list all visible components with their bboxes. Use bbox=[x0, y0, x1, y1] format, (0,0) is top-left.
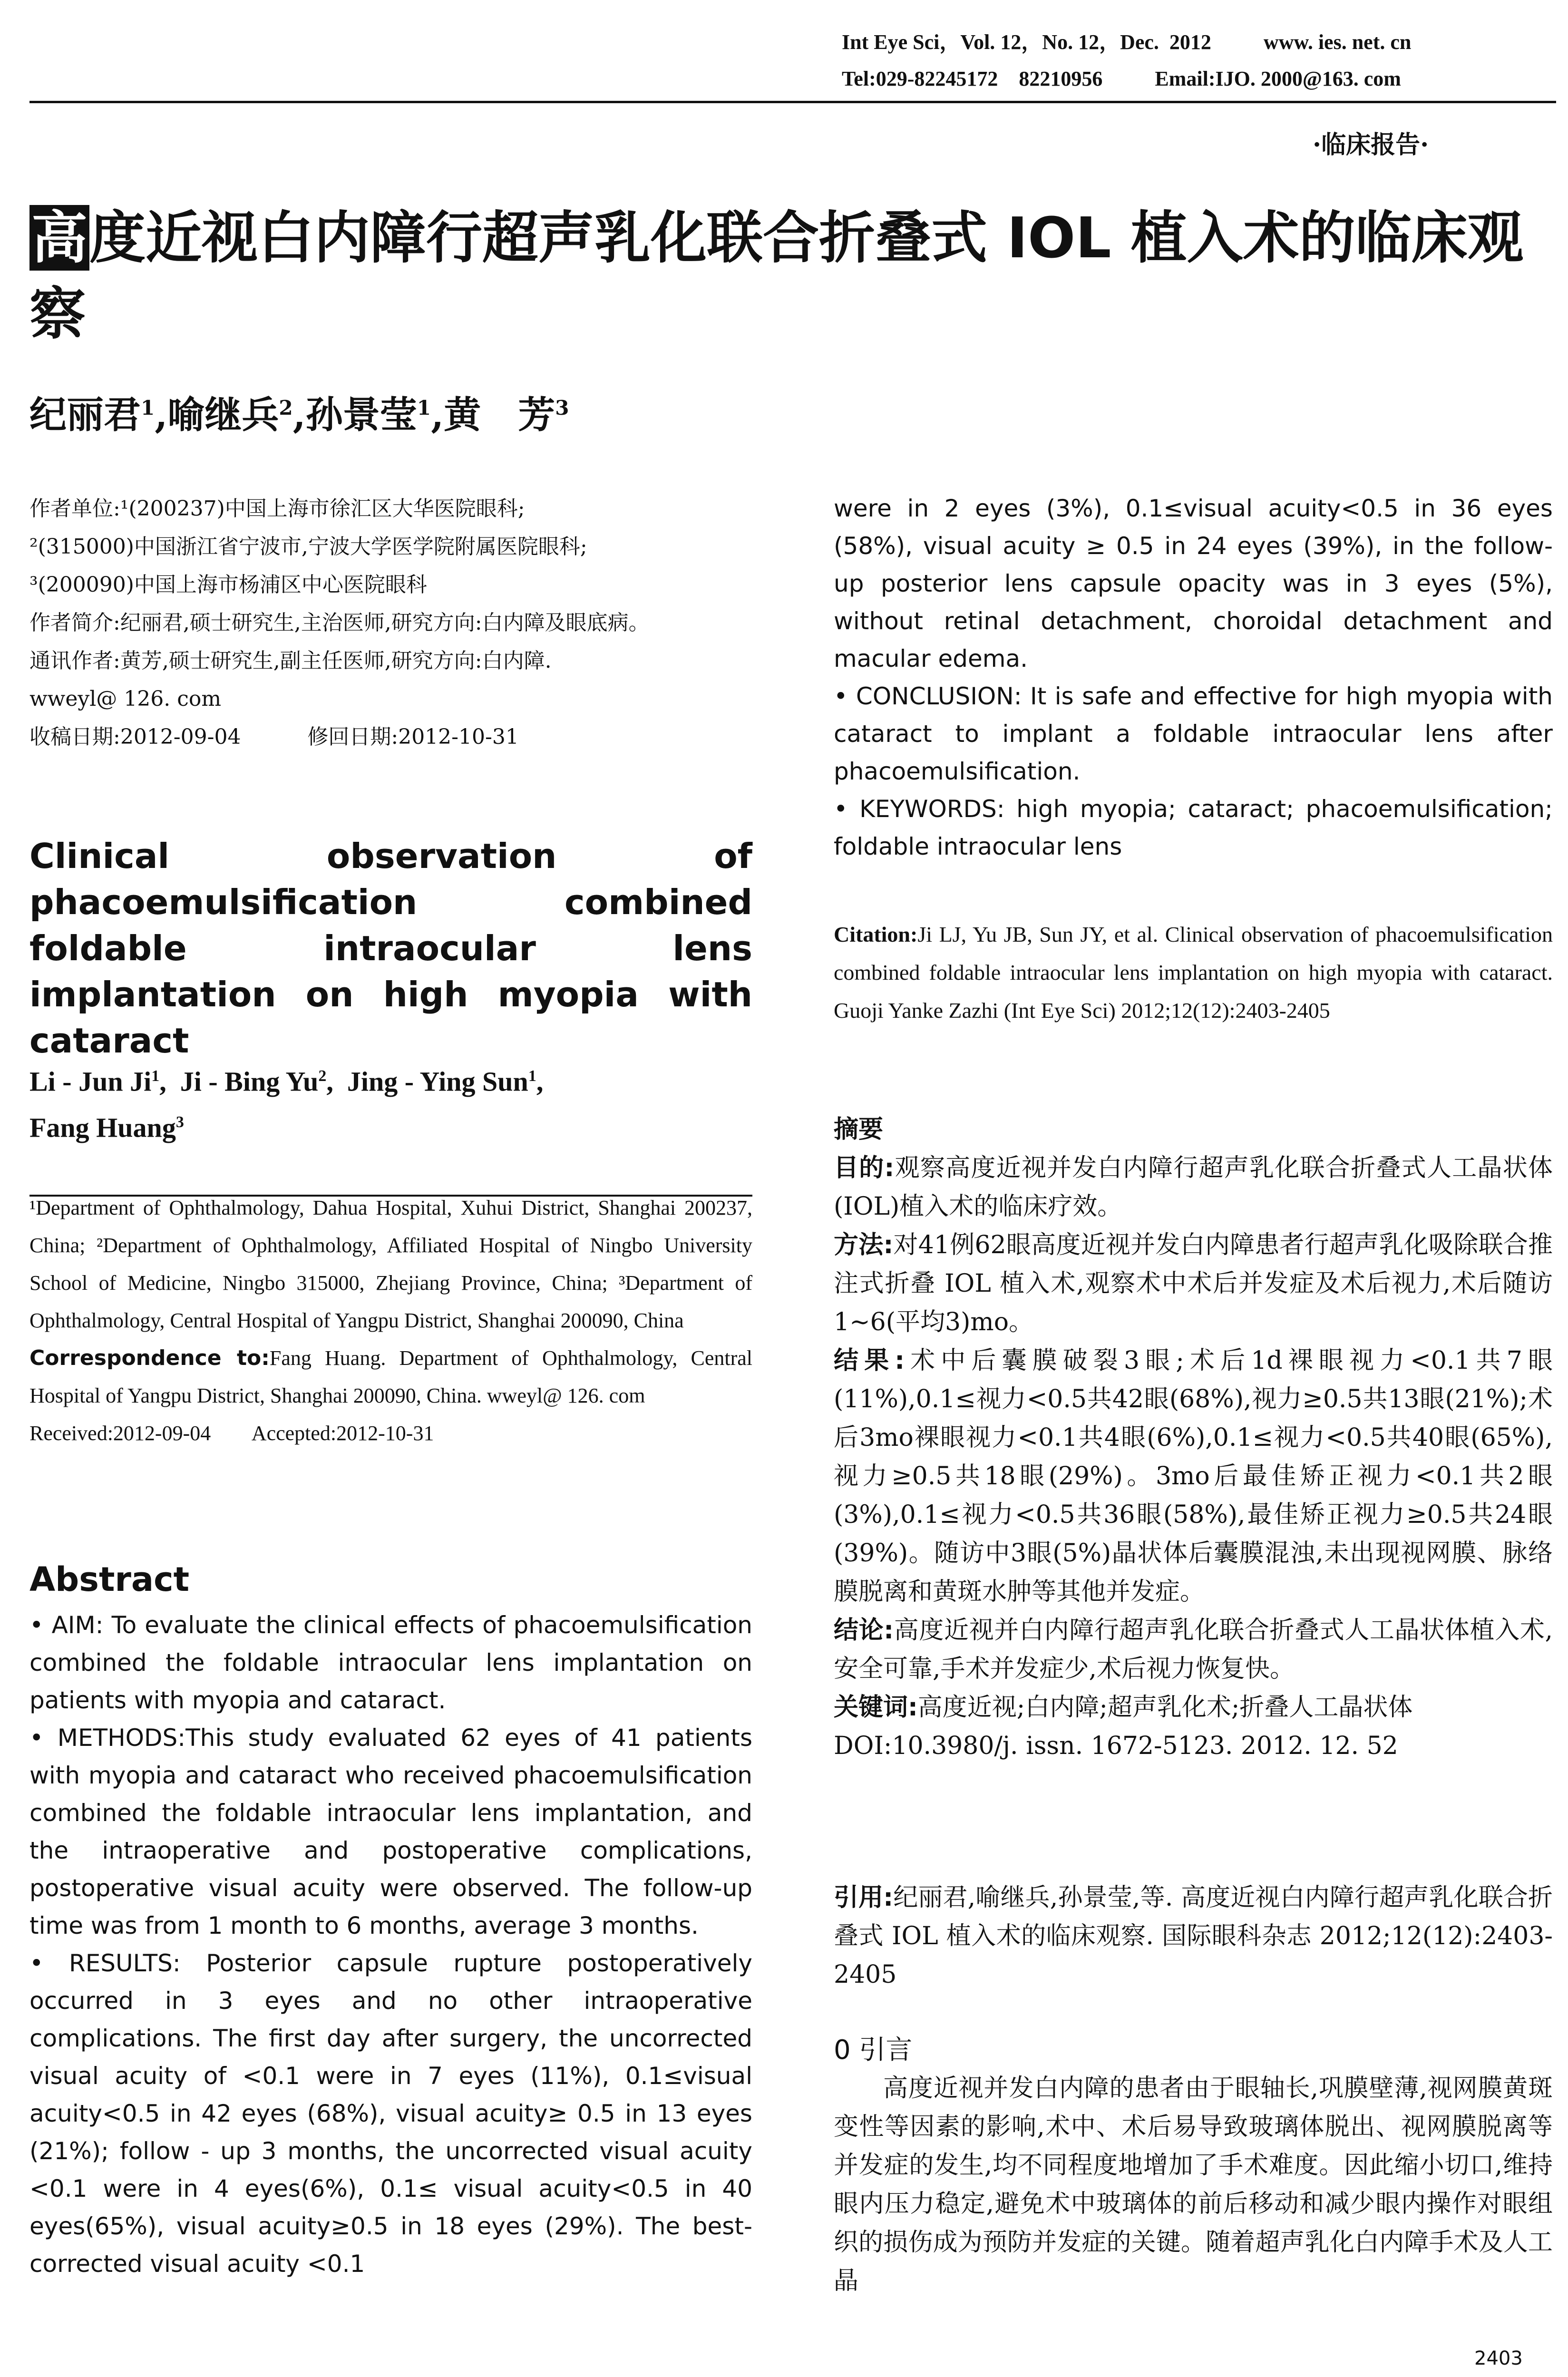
abstract-body-left bbox=[29, 1607, 752, 2283]
abstract-cn bbox=[834, 1111, 1553, 1765]
citation-cn bbox=[834, 1879, 1553, 1994]
english-title: Clinical observation of phacoemulsification combined foldable intraocular lens implantation on high myopia with cataract bbox=[29, 836, 752, 1061]
conclusion-text: 高度近视并白内障行超声乳化联合折叠式人工晶状体植入术,安全可靠,手术并发症少,术后视力恢复快。 bbox=[834, 1616, 1553, 1683]
correspondence-label: Correspondence to: bbox=[29, 1346, 270, 1370]
intro-text: 高度近视并发白内障的患者由于眼轴长,巩膜壁薄,视网膜黄斑变性等因素的影响,术中、术后易导致玻璃体脱出、视网膜脱离等并发症的发生,均不同程度地增加了手术难度。因此缩小切口,维持眼内压力稳定,避免术中玻璃体的前后移动和减少眼内操作对眼组织的损伤成为预防并发症的关键。随着超声乳化白内障手术及人工晶 bbox=[834, 2074, 1553, 2295]
author-sup: 3 bbox=[175, 1113, 184, 1131]
correspondence-text: Fang Huang. Department of Ophthalmology, Central Hospital of Yangpu District, Shanghai 200090, China. wweyl@ 126. com bbox=[29, 1346, 753, 1407]
author-sup: 1 bbox=[141, 396, 155, 419]
author-sup: 1 bbox=[151, 1067, 160, 1085]
title-first-char: 高 bbox=[29, 205, 89, 271]
keywords-label: 关键词: bbox=[834, 1693, 918, 1722]
author-name: Fang Huang bbox=[29, 1112, 176, 1143]
intro-heading: 0 引言 bbox=[834, 2035, 913, 2065]
page-title bbox=[29, 200, 1551, 352]
author-sup: 2 bbox=[318, 1067, 327, 1085]
abstract-cn-heading: 摘要 bbox=[834, 1115, 884, 1144]
aim-text: 观察高度近视并发白内障行超声乳化联合折叠式人工晶状体(IOL)植入术的临床疗效。 bbox=[834, 1154, 1553, 1221]
doi: DOI:10.3980/j. issn. 1672-5123. 2012. 12. 52 bbox=[834, 1732, 1398, 1760]
abstract-keywords: • KEYWORDS: high myopia; cataract; phacoemulsification; foldable intraocular lens bbox=[834, 795, 1553, 860]
journal-header-line1: Int Eye Sci，Vol. 12，No. 12，Dec. 2012 www. ies. net. cn bbox=[842, 30, 1412, 54]
author-sup: 2 bbox=[279, 396, 293, 419]
abstract-body-right bbox=[834, 490, 1553, 866]
intro-section bbox=[834, 2031, 1553, 2300]
conclusion-label: 结论: bbox=[834, 1616, 894, 1645]
author-name: Ji - Bing Yu bbox=[180, 1066, 319, 1097]
results-text: 术中后囊膜破裂3眼;术后1d裸眼视力<0.1共7眼(11%),0.1≤视力<0.5共42眼(68%),视力≥0.5共13眼(21%);术后3mo裸眼视力<0.1共4眼(6%),0.1≤视力<0.5共40眼(65%),视力≥0.5共18眼(29%)。3mo后最佳矫正视力<0.1共2眼(3%),0.1≤视力<0.5共36眼(58%),最佳矫正视力≥0.5共24眼(39%)。随访中3眼(5%)晶状体后囊膜混浊,未出现视网膜、脉络膜脱离和黄斑水肿等其他并发症。 bbox=[834, 1346, 1553, 1606]
english-affiliations bbox=[29, 1189, 752, 1452]
abstract-conclusion: • CONCLUSION: It is safe and effective for high myopia with cataract to implant a foldable intraocular lens after phacoemulsification. bbox=[834, 682, 1553, 785]
methods-label: 方法: bbox=[834, 1231, 894, 1259]
affiliation-line: 作者单位:¹(200237)中国上海市徐汇区大华医院眼科; bbox=[29, 497, 525, 521]
methods-text: 对41例62眼高度近视并发白内障患者行超声乳化吸除联合推注式折叠 IOL 植入术,观察术中术后并发症及术后视力,术后随访1~6(平均3)mo。 bbox=[834, 1231, 1553, 1336]
author-name: 喻继兵 bbox=[167, 393, 279, 437]
aim-label: 目的: bbox=[834, 1154, 895, 1182]
results-label: 结果: bbox=[834, 1346, 905, 1375]
journal-header-line2: Tel:029-82245172 82210956 Email:IJO. 2000@163. com bbox=[842, 67, 1401, 90]
authors-cn: 纪丽君$^1$,喻继兵$^2$,孙景莹$^1$,黄 芳$^3$ bbox=[29, 393, 569, 437]
citation-cn-text: 纪丽君,喻继兵,孙景莹,等. 高度近视白内障行超声乳化联合折叠式 IOL 植入术的临床观察. 国际眼科杂志 2012;12(12):2403-2405 bbox=[834, 1883, 1553, 1989]
author-bio: 作者简介:纪丽君,硕士研究生,主治医师,研究方向:白内障及眼底病。 bbox=[29, 611, 650, 635]
dates-en: Received:2012-09-04 Accepted:2012-10-31 bbox=[29, 1422, 434, 1445]
keywords-text: 高度近视;白内障;超声乳化术;折叠人工晶状体 bbox=[917, 1693, 1413, 1722]
author-name: 孙景莹 bbox=[305, 393, 417, 437]
citation-en bbox=[834, 916, 1553, 1030]
header-rule bbox=[29, 101, 1556, 103]
author-sup: 1 bbox=[528, 1067, 536, 1085]
abstract-results: • RESULTS: Posterior capsule rupture postoperatively occurred in 3 eyes and no other intraoperative complications. The first day after surgery, the uncorrected visual acuity of <0.1 were in 7 eyes (11%), 0.1≤visual acuity<0.5 in 42 eyes (68%), visual acuity≥ 0.5 in 13 eyes (21%); follow - up 3 months, the uncorrected visual acuity <0.1 were in 4 eyes(6%), 0.1≤ visual acuity<0.5 in 40 eyes(65%), visual acuity≥0.5 in 18 eyes (29%). The best-corrected visual acuity <0.1 bbox=[29, 1949, 752, 2278]
affiliation-text: ¹Department of Ophthalmology, Dahua Hospital, Xuhui District, Shanghai 200237, China; ²Department of Ophthalmology, Affiliated Hospital of Ningbo University School of Medicine, Ningbo 315000, Zhejiang Province, China; ³Department of Ophthalmology, Central Hospital of Yangpu District, Shanghai 200090, China bbox=[29, 1196, 752, 1332]
affiliation-line: ²(315000)中国浙江省宁波市,宁波大学医学院附属医院眼科; bbox=[29, 535, 587, 559]
affiliation-line: ³(200090)中国上海市杨浦区中心医院眼科 bbox=[29, 573, 427, 597]
citation-label: Citation: bbox=[834, 922, 918, 946]
email: wweyl@ 126. com bbox=[29, 687, 222, 711]
dates-cn: 收稿日期:2012-09-04 修回日期:2012-10-31 bbox=[29, 725, 519, 749]
abstract-aim: • AIM: To evaluate the clinical effects of phacoemulsification combined the foldable intraocular lens implantation on patients with myopia and cataract. bbox=[29, 1611, 752, 1714]
corresponding-author: 通讯作者:黄芳,硕士研究生,副主任医师,研究方向:白内障. bbox=[29, 649, 552, 673]
abstract-heading: Abstract bbox=[29, 1560, 190, 1599]
author-sup: 1 bbox=[417, 396, 431, 419]
citation-text: Ji LJ, Yu JB, Sun JY, et al. Clinical observation of phacoemulsification combined foldable intraocular lens implantation on high myopia with cataract. Guoji Yanke Zazhi (Int Eye Sci) 2012;12(12):2403-2405 bbox=[834, 922, 1553, 1023]
author-name: Li - Jun Ji bbox=[29, 1066, 152, 1097]
author-name: 纪丽君 bbox=[29, 393, 141, 437]
title-rest: 度近视白内障行超声乳化联合折叠式 IOL 植入术的临床观察 bbox=[29, 205, 1524, 347]
author-name: Jing - Ying Sun bbox=[347, 1066, 528, 1097]
abstract-results-continued: were in 2 eyes (3%), 0.1≤visual acuity<0.5 in 36 eyes (58%), visual acuity ≥ 0.5 in 24 eyes (39%), in the follow- up posterior lens capsule opacity was in 3 eyes (5%), without retinal detachment, choroidal detachment and macular edema. bbox=[834, 495, 1553, 672]
section-tag: ·临床报告· bbox=[1313, 130, 1429, 159]
affiliations-cn bbox=[29, 490, 752, 756]
page-number: 2403 bbox=[1474, 2348, 1523, 2369]
citation-cn-label: 引用: bbox=[834, 1883, 894, 1912]
english-authors: Li - Jun Ji$^1$, Ji - Bing Yu$^2$, Jing - Ying Sun$^1$, Fang Huang$^3$ bbox=[29, 1066, 544, 1143]
abstract-methods: • METHODS:This study evaluated 62 eyes of 41 patients with myopia and cataract who received phacoemulsification combined the foldable intraocular lens implantation, and the intraoperative and postoperative complications, postoperative visual acuity were observed. The follow-up time was from 1 month to 6 months, average 3 months. bbox=[29, 1724, 752, 1939]
author-name: 黄 芳 bbox=[444, 393, 555, 437]
author-sup: 3 bbox=[555, 396, 569, 419]
